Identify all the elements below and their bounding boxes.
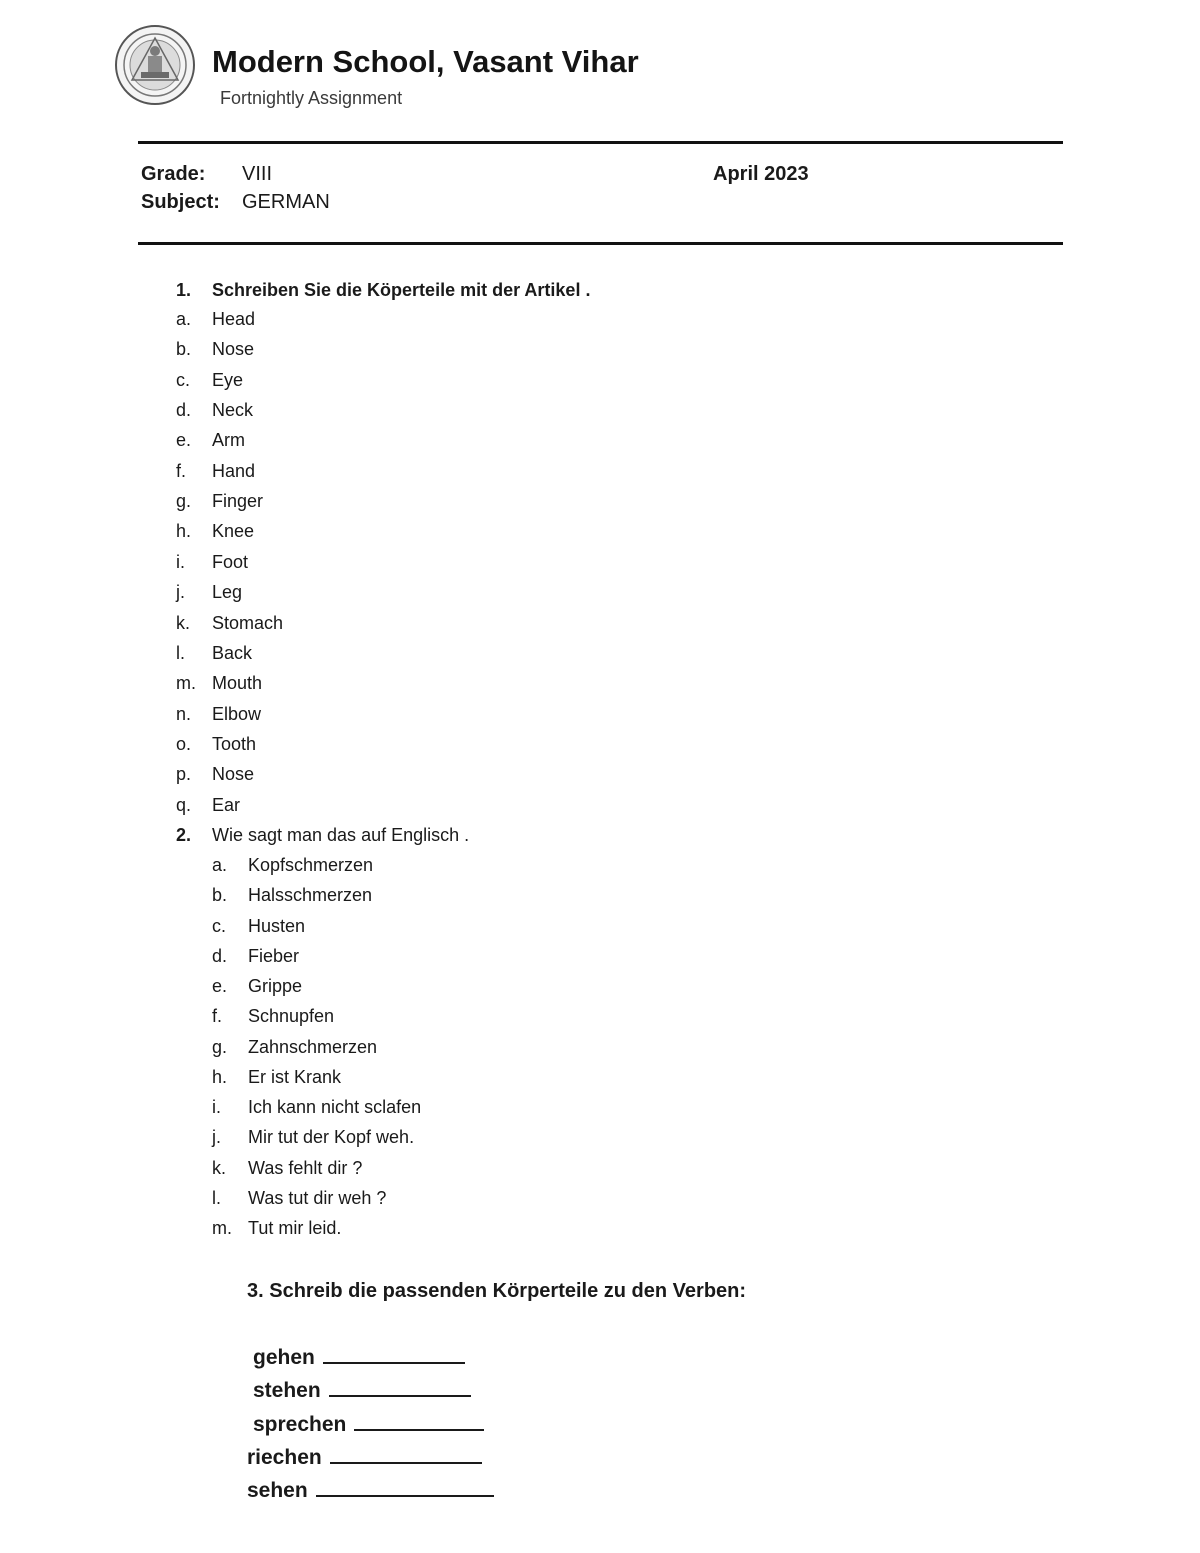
- verb-word: stehen: [253, 1379, 321, 1402]
- list-item: [176, 491, 263, 512]
- list-item-text: Tooth: [212, 733, 257, 754]
- question-number: 2.: [176, 825, 192, 845]
- list-item: [212, 1158, 362, 1179]
- list-item: [212, 1097, 421, 1118]
- answer-blank[interactable]: [330, 1444, 482, 1464]
- list-item-text: Halsschmerzen: [248, 885, 373, 906]
- list-item: [176, 795, 240, 816]
- verb-fill-row: [253, 1344, 465, 1370]
- list-item-text: Leg: [212, 582, 243, 603]
- list-item-letter: o.: [176, 733, 192, 754]
- list-item-letter: j.: [176, 582, 185, 603]
- list-item-letter: a.: [212, 855, 228, 875]
- list-item-text: Nose: [212, 339, 255, 360]
- list-item-letter: c.: [176, 369, 191, 390]
- list-item-letter: f.: [176, 460, 187, 481]
- list-item-letter: i.: [212, 1097, 221, 1117]
- question-3-heading: 3. Schreib die passenden Körperteile zu den Verben:: [247, 1280, 747, 1302]
- list-item-text: Elbow: [212, 703, 262, 724]
- list-item: [176, 582, 242, 603]
- list-item-text: Was tut dir weh ?: [248, 1187, 387, 1208]
- list-item: [176, 370, 243, 391]
- list-item-text: Zahnschmerzen: [248, 1036, 378, 1057]
- list-item-letter: k.: [212, 1157, 227, 1178]
- school-logo: [114, 24, 196, 106]
- answer-blank[interactable]: [329, 1377, 471, 1397]
- list-item-text: Arm: [212, 430, 245, 451]
- list-item-text: Mir tut der Kopf weh.: [248, 1127, 415, 1148]
- list-item-text: Stomach: [212, 612, 284, 633]
- list-item-letter: f.: [212, 1006, 223, 1027]
- list-item-letter: e.: [176, 430, 192, 451]
- list-item-text: Nose: [212, 764, 255, 785]
- list-item-letter: l.: [176, 642, 185, 663]
- list-item-text: Kopfschmerzen: [248, 855, 374, 875]
- verb-word: gehen: [253, 1346, 315, 1369]
- question-text: Schreiben Sie die Köperteile mit der Artikel .: [212, 280, 591, 300]
- list-item-letter: k.: [176, 612, 191, 633]
- list-item-letter: b.: [176, 339, 192, 360]
- list-item: [176, 521, 254, 542]
- verb-word: riechen: [247, 1446, 322, 1469]
- list-item-letter: j.: [212, 1127, 221, 1148]
- list-item-letter: b.: [212, 885, 228, 906]
- list-item-text: Husten: [248, 915, 306, 936]
- verb-fill-row: [253, 1377, 471, 1403]
- verb-word: sprechen: [253, 1413, 347, 1436]
- list-item-text: Back: [212, 642, 253, 663]
- list-item-letter: h.: [212, 1066, 228, 1087]
- list-item: [212, 916, 305, 937]
- list-item-text: Ich kann nicht sclafen: [248, 1097, 422, 1117]
- list-item: [176, 613, 283, 634]
- list-item-letter: n.: [176, 703, 192, 724]
- verb-fill-row: [247, 1477, 494, 1503]
- subject-value: GERMAN: [242, 191, 330, 213]
- list-item-letter: m.: [212, 1218, 232, 1238]
- list-item-letter: e.: [212, 976, 228, 996]
- school-name: Modern School, Vasant Vihar: [212, 44, 639, 79]
- list-item: [176, 704, 261, 725]
- assignment-subtitle: Fortnightly Assignment: [220, 88, 403, 108]
- list-item-letter: l.: [212, 1187, 221, 1208]
- list-item-letter: i.: [176, 551, 185, 572]
- list-item-text: Fieber: [248, 945, 300, 966]
- list-item-text: Foot: [212, 551, 249, 572]
- list-item-letter: c.: [212, 915, 227, 936]
- list-item-text: Er ist Krank: [248, 1066, 342, 1087]
- list-item: [212, 946, 299, 967]
- list-item-letter: g.: [212, 1036, 228, 1057]
- list-item-letter: m.: [176, 673, 196, 694]
- list-item: [212, 855, 373, 876]
- list-item-letter: q.: [176, 794, 192, 815]
- list-item-text: Mouth: [212, 673, 263, 694]
- list-item: [176, 309, 255, 330]
- question-text: Wie sagt man das auf Englisch .: [212, 825, 470, 845]
- list-item-text: Finger: [212, 491, 264, 512]
- list-item: [176, 430, 245, 451]
- list-item-text: Ear: [212, 794, 241, 815]
- list-item-text: Eye: [212, 369, 244, 390]
- list-item-text: Tut mir leid.: [248, 1218, 342, 1238]
- header-rule-bottom: [138, 242, 1063, 245]
- answer-blank[interactable]: [316, 1477, 494, 1497]
- question-1-heading: [176, 280, 590, 301]
- list-item: [212, 1037, 377, 1058]
- answer-blank[interactable]: [323, 1344, 465, 1364]
- list-item-text: Grippe: [248, 976, 303, 996]
- list-item-letter: h.: [176, 521, 192, 542]
- list-item-letter: a.: [176, 309, 192, 329]
- list-item-letter: p.: [176, 764, 192, 785]
- question-2-heading: [176, 825, 469, 846]
- list-item: [212, 1218, 341, 1239]
- list-item: [176, 764, 254, 785]
- subject-label: Subject:: [141, 191, 220, 213]
- list-item: [176, 552, 248, 573]
- list-item: [176, 400, 253, 421]
- list-item: [212, 976, 302, 997]
- list-item: [176, 461, 255, 482]
- verb-word: sehen: [247, 1479, 308, 1502]
- grade-label: Grade:: [141, 163, 206, 185]
- list-item-text: Hand: [212, 460, 256, 481]
- list-item-letter: d.: [176, 400, 192, 421]
- list-item: [212, 885, 372, 906]
- list-item-text: Schnupfen: [248, 1006, 335, 1027]
- list-item: [212, 1067, 341, 1088]
- list-item: [212, 1006, 334, 1027]
- list-item: [176, 339, 254, 360]
- list-item: [176, 673, 262, 694]
- list-item: [176, 734, 256, 755]
- list-item-text: Knee: [212, 521, 255, 542]
- list-item-text: Head: [212, 309, 256, 329]
- date: April 2023: [713, 163, 809, 185]
- list-item-letter: g.: [176, 491, 192, 512]
- list-item: [212, 1188, 386, 1209]
- verb-fill-row: [253, 1411, 484, 1437]
- grade-value: VIII: [242, 163, 273, 185]
- question-number: 1.: [176, 280, 192, 300]
- list-item: [212, 1127, 414, 1148]
- list-item-text: Neck: [212, 400, 254, 421]
- header-rule-top: [138, 141, 1063, 144]
- list-item-text: Was fehlt dir ?: [248, 1157, 363, 1178]
- verb-fill-row: [247, 1444, 482, 1470]
- list-item: [176, 643, 252, 664]
- list-item-letter: d.: [212, 945, 228, 966]
- answer-blank[interactable]: [354, 1411, 484, 1431]
